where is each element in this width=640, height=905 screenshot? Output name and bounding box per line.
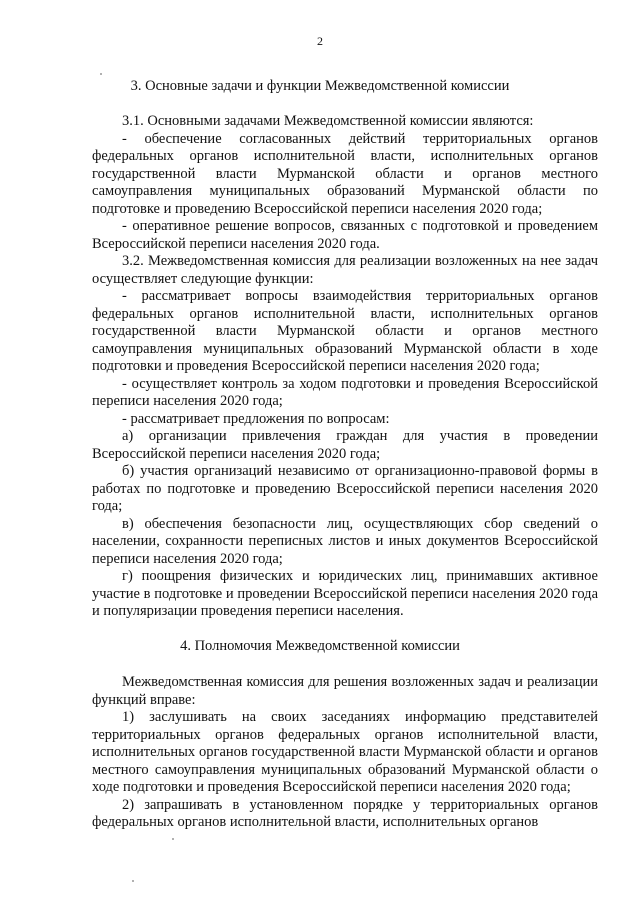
- paragraph-3-2-item-2: - осуществляет контроль за ходом подготовки и проведения Всероссийской переписи населения 2020 года;: [92, 375, 598, 409]
- page-number: 2: [317, 34, 323, 48]
- scan-speck: [132, 880, 134, 882]
- paragraph-3-2-item-1: - рассматривает вопросы взаимодействия территориальных органов федеральных органов исполнительной власти, исполнительных органов государственной власти Мурманской области и органов местного самоуправления муниципальных образований Мурманской области в ходе подготовки и проведения Всероссийской переписи населения 2020 года;: [92, 288, 598, 374]
- paragraph-4-item-2: 2) запрашивать в установленном порядке у территориальных органов федеральных органов исполнительной власти, исполнительных органов: [92, 796, 598, 830]
- paragraph-3-2-sub-a: а) организации привлечения граждан для участия в проведении Всероссийской переписи населения 2020 года;: [92, 428, 598, 462]
- paragraph-3-2-sub-g: г) поощрения физических и юридических лиц, принимавших активное участие в подготовке и проведении Всероссийской переписи населения 2020 года и популяризации проведения переписи населения.: [92, 568, 598, 619]
- section-4-body: [92, 674, 598, 832]
- scan-speck: [100, 73, 102, 75]
- paragraph-4-intro: Межведомственная комиссия для решения возложенных задач и реализации функций вправе:: [92, 674, 598, 708]
- paragraph-3-2-sub-v: в) обеспечения безопасности лиц, осуществляющих сбор сведений о населении, сохранности переписных листов и иных документов Всероссийской переписи населения 2020 года;: [92, 515, 598, 567]
- paragraph-3-2-sub-b: б) участия организаций независимо от организационно-правовой формы в работах по подготовке и проведению Всероссийской переписи населения 2020 года;: [92, 463, 598, 514]
- paragraph-3-2: 3.2. Межведомственная комиссия для реализации возложенных на нее задач осуществляет следующие функции:: [92, 253, 598, 287]
- paragraph-3-2-item-3: - рассматривает предложения по вопросам:: [122, 410, 390, 427]
- scan-speck: [172, 838, 174, 840]
- paragraph-4-item-1: 1) заслушивать на своих заседаниях информацию представителей территориальных органов федеральных органов исполнительной власти, исполнительных органов государственной власти Мурманской области и органов местного самоуправления муниципальных образований Мурманской области о ходе подготовки и проведения Всероссийской переписи населения 2020 года;: [92, 709, 598, 795]
- paragraph-3-1-item-1: - обеспечение согласованных действий территориальных органов федеральных органов исполнительной власти, исполнительных органов государственной власти Мурманской области и органов местного самоуправления муниципальных образований Мурманской области по подготовке и проведению Всероссийской переписи населения 2020 года;: [92, 130, 598, 217]
- paragraph-3-1-item-2: - оперативное решение вопросов, связанных с подготовкой и проведением Всероссийской переписи населения 2020 года.: [92, 218, 598, 252]
- paragraph-3-1: 3.1. Основными задачами Межведомственной комиссии являются:: [122, 113, 534, 129]
- section-4-heading: 4. Полномочия Межведомственной комиссии: [180, 638, 460, 654]
- section-3-heading: 3. Основные задачи и функции Межведомственной комиссии: [130, 78, 510, 94]
- section-3-body: [92, 113, 598, 621]
